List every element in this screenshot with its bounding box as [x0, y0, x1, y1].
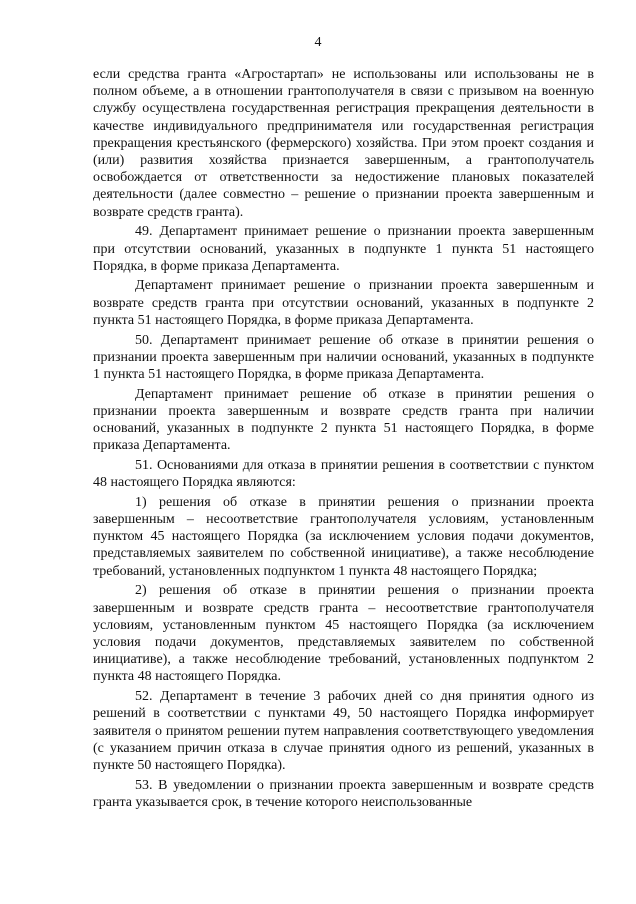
paragraph-51-item-2: 2) решения об отказе в принятии решения о признании проекта завершенным и возврате средств гранта – несоответствие грантополучателя условиям, установленным пунктом 45 настоящего Порядка (за исключением условия подачи документов, представляемых заявителем по собственной инициативе), а также несоблюдение требований, установленных подпунктом 2 пункта 48 настоящего Порядка. [93, 583, 594, 685]
paragraph-53: 53. В уведомлении о признании проекта завершенным и возврате средств гранта указывается срок, в течение которого неиспользованные [93, 777, 594, 810]
document-body [93, 66, 594, 811]
paragraph-49: 49. Департамент принимает решение о признании проекта завершенным при отсутствии оснований, указанных в подпункте 1 пункта 51 настоящего Порядка, в форме приказа Департамента. [93, 224, 594, 274]
paragraph-49-part-2: Департамент принимает решение о признании проекта завершенным и возврате средств гранта при отсутствии оснований, указанных в подпункте 2 пункта 51 настоящего Порядка, в форме приказа Департамента. [93, 278, 594, 328]
paragraph-50: 50. Департамент принимает решение об отказе в принятии решения о признании проекта завершенным при наличии оснований, указанных в подпункте 1 пункта 51 настоящего Порядка, в форме приказа Департамента. [93, 332, 594, 382]
paragraph-48-continuation: если средства гранта «Агростартап» не использованы или использованы не в полном объеме, а в отношении грантополучателя в связи с призывом на военную службу осуществлена государственная регистрация прекращения деятельности в качестве индивидуального предпринимателя или государственная регистрация прекращения крестьянского (фермерского) хозяйства. При этом проект создания и (или) развития хозяйства признается завершенным, а грантополучатель освобождается от ответственности за недостижение плановых показателей деятельности (далее совместно – решение о признании проекта завершенным и возврате средств гранта). [93, 67, 594, 220]
page-number: 4 [314, 35, 322, 50]
paragraph-51: 51. Основаниями для отказа в принятии решения в соответствии с пунктом 48 настоящего Порядка являются: [93, 457, 594, 491]
paragraph-51-item-1: 1) решения об отказе в принятии решения о признании проекта завершенным – несоответствие грантополучателя условиям, установленным пунктом 45 настоящего Порядка (за исключением условия подачи документов, представляемых заявителем по собственной инициативе), а также несоблюдение требований, установленных подпунктом 1 пункта 48 настоящего Порядка; [93, 494, 594, 579]
paragraph-50-part-2: Департамент принимает решение об отказе в принятии решения о признании проекта завершенным и возврате средств гранта при наличии оснований, указанных в подпункте 2 пункта 51 настоящего Порядка, в форме приказа Департамента. [93, 386, 594, 454]
paragraph-52: 52. Департамент в течение 3 рабочих дней со дня принятия одного из решений в соответствии с пунктами 49, 50 настоящего Порядка информирует заявителя о принятом решении путем направления соответствующего уведомления (с указанием причин отказа в случае принятия одного из решений, указанных в пункте 50 настоящего Порядка). [93, 689, 594, 773]
